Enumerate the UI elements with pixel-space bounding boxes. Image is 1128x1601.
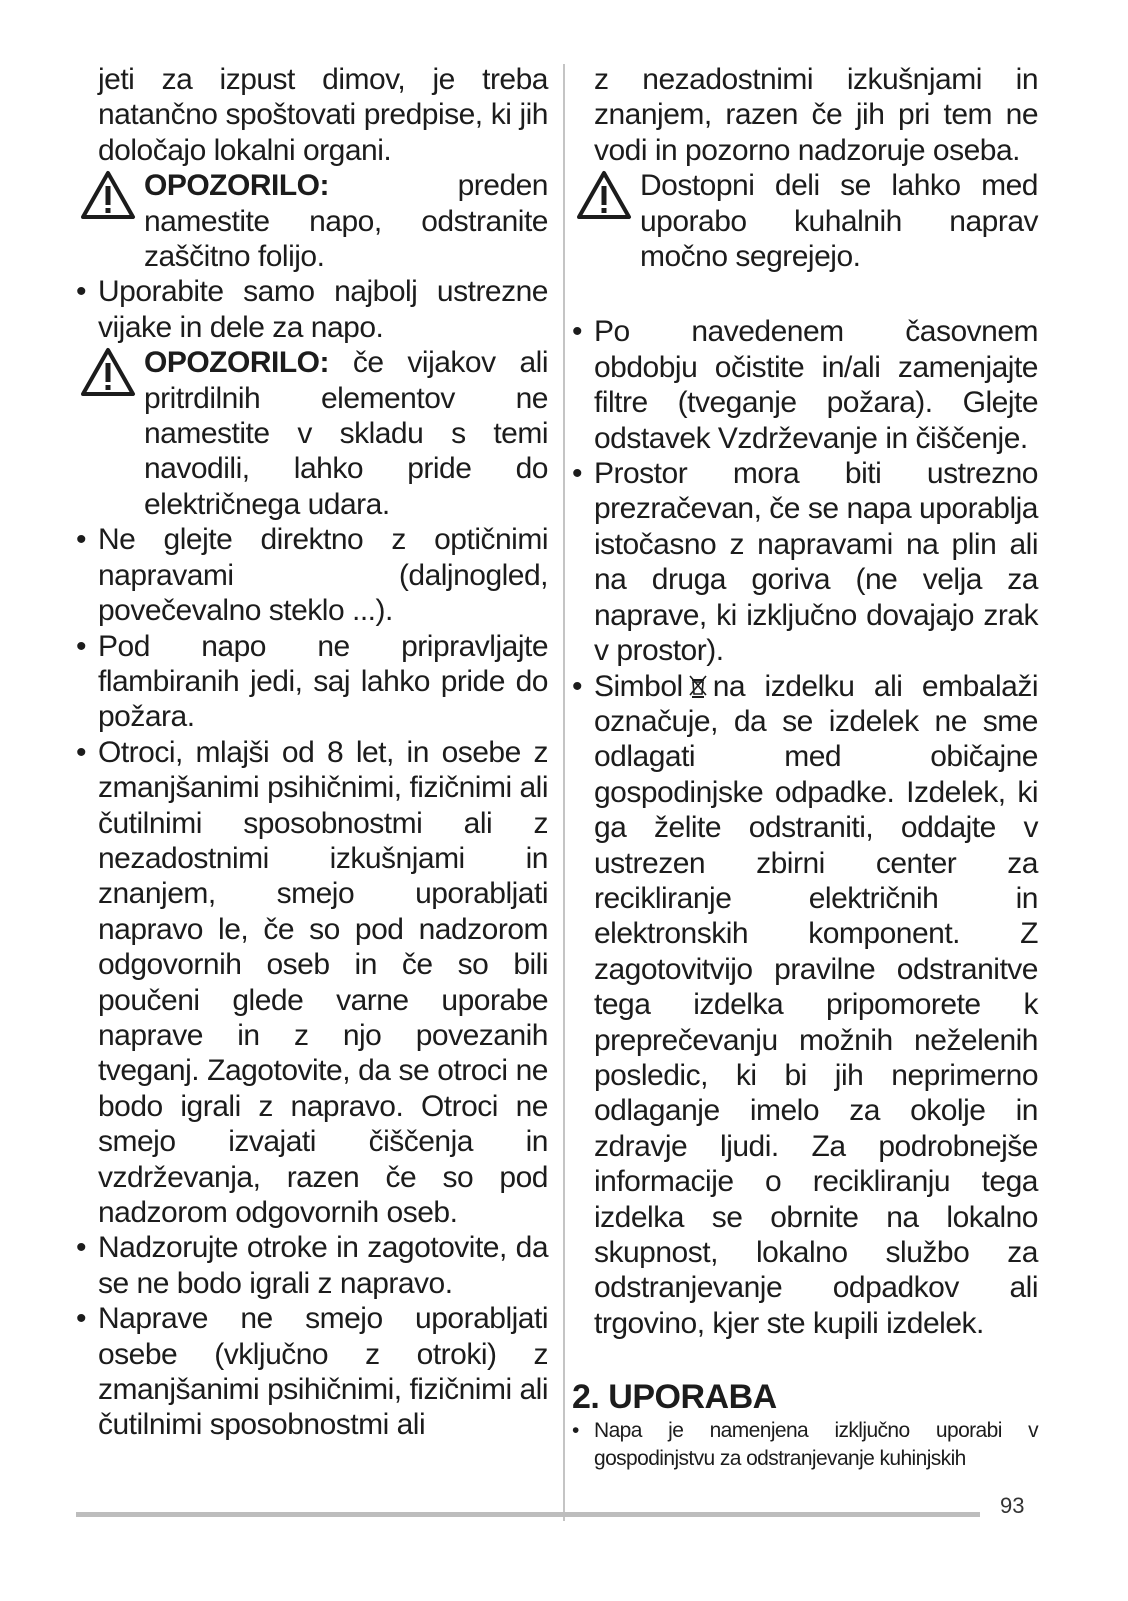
list-item: • Otroci, mlajši od 8 let, in osebe z zmanjšanimi psihičnimi, fizičnimi ali čutilnimi sposobnostmi ali z nezadostnimi izkušnjami in znanjem, smejo uporabljati napravo le, če so pod nadzorom odgovornih oseb in če so bili poučeni glede varne uporabe naprave in z njo povezanih tveganj. Zagotovite, da se otroci ne bodo igrali z napravo. Otroci ne smejo izvajati čiščenja in vzdrževanja, razen če so pod nadzorom odgovornih oseb. <box>76 735 548 1229</box>
bullet-marker: • <box>572 669 583 703</box>
list-item: • Ne glejte direktno z optičnimi napravami (daljnogled, povečevalno steklo ...). <box>76 523 548 628</box>
list-item: • Pod napo ne pripravljajte flambiranih jedi, saj lahko pride do požara. <box>76 629 548 734</box>
list-item: • Simbol na izdelku ali embalaži označuje, da se izdelek ne sme odlagati med običajne gospodinjske odpadke. Izdelek, ki ga želite odstraniti, oddajte v ustrezen zbirni center za recikliranje električnih in elektronskih komponent. Z zagotovitvijo pravilne odstranitve tega izdelka pripomorete k preprečevanju možnih neželenih posledic, ki bi jih neprimerno odlaganje imelo za okolje in zdravje ljudi. Za podrobnejše informacije o recikliranju tega izdelka se obrnite na lokalno skupnost, lokalno službo za odstranjevanje odpadkov ali trgovino, kjer ste kupili izdelek. <box>572 669 1038 1340</box>
warning-block-2 <box>76 345 548 522</box>
list-item: • Napa je namenjena izključno uporabi v gospodinjstvu za odstranjevanje kuhinjskih <box>572 1419 1038 1471</box>
warning-text: preden namestite napo, odstranite zaščitno folijo. <box>144 169 548 274</box>
warning-label: OPOZORILO: <box>144 169 329 203</box>
intro-paragraph: jeti za izpust dimov, je treba natančno spoštovati predpise, ki jih določajo lokalni organi. <box>98 63 548 167</box>
page-number: 93 <box>1000 1493 1025 1518</box>
warning-label: OPOZORILO: <box>144 346 329 380</box>
list-item: • Nadzorujte otroke in zagotovite, da se ne bodo igrali z napravo. <box>76 1231 548 1300</box>
bullet-marker: • <box>76 523 87 557</box>
bullet-marker: • <box>572 315 583 349</box>
bullet-marker: • <box>572 1419 579 1443</box>
right-column <box>572 62 1038 1473</box>
list-item: • Naprave ne smejo uporabljati osebe (vključno z otroki) z zmanjšanimi psihičnimi, fizičnimi ali čutilnimi sposobnostmi ali <box>76 1302 548 1442</box>
warning-triangle-icon <box>576 170 632 220</box>
warning-triangle-icon <box>80 347 136 397</box>
warning-triangle-icon <box>80 170 136 220</box>
continuation-paragraph: z nezadostnimi izkušnjami in znanjem, razen če jih pri tem ne vodi in pozorno nadzoruje oseba. <box>594 63 1038 167</box>
bullet-marker: • <box>572 457 583 491</box>
warning-text: Dostopni deli se lahko med uporabo kuhalnih naprav močno segrejejo. <box>640 169 1038 274</box>
bullet-marker: • <box>76 1231 87 1265</box>
spacer <box>572 274 1038 314</box>
list-item: • Prostor mora biti ustrezno prezračevan, če se napa uporablja istočasno z napravami na plin ali na druga goriva (ne velja za naprave, ki izključno dovajajo zrak v prostor). <box>572 457 1038 668</box>
bullet-marker: • <box>76 629 87 663</box>
section-heading: 2. UPORABA <box>572 1378 777 1417</box>
bullet-marker: • <box>76 1302 87 1336</box>
bullet-marker: • <box>76 735 87 769</box>
column-divider <box>563 64 565 1521</box>
footer-rule <box>76 1512 980 1517</box>
warning-block-3 <box>572 168 1038 274</box>
warning-block-1 <box>76 168 548 274</box>
bullet-marker: • <box>76 275 87 309</box>
list-item: • Uporabite samo najbolj ustrezne vijake in dele za napo. <box>76 275 548 344</box>
list-item: • Po navedenem časovnem obdobju očistite in/ali zamenjajte filtre (tveganje požara). Glejte odstavek Vzdrževanje in čiščenje. <box>572 315 1038 455</box>
warning-text: če vijakov ali pritrdilnih elementov ne namestite v skladu s temi navodili, lahko pride do električnega udara. <box>144 346 548 521</box>
left-column <box>76 62 548 1443</box>
crossed-out-bin-icon <box>689 671 707 695</box>
